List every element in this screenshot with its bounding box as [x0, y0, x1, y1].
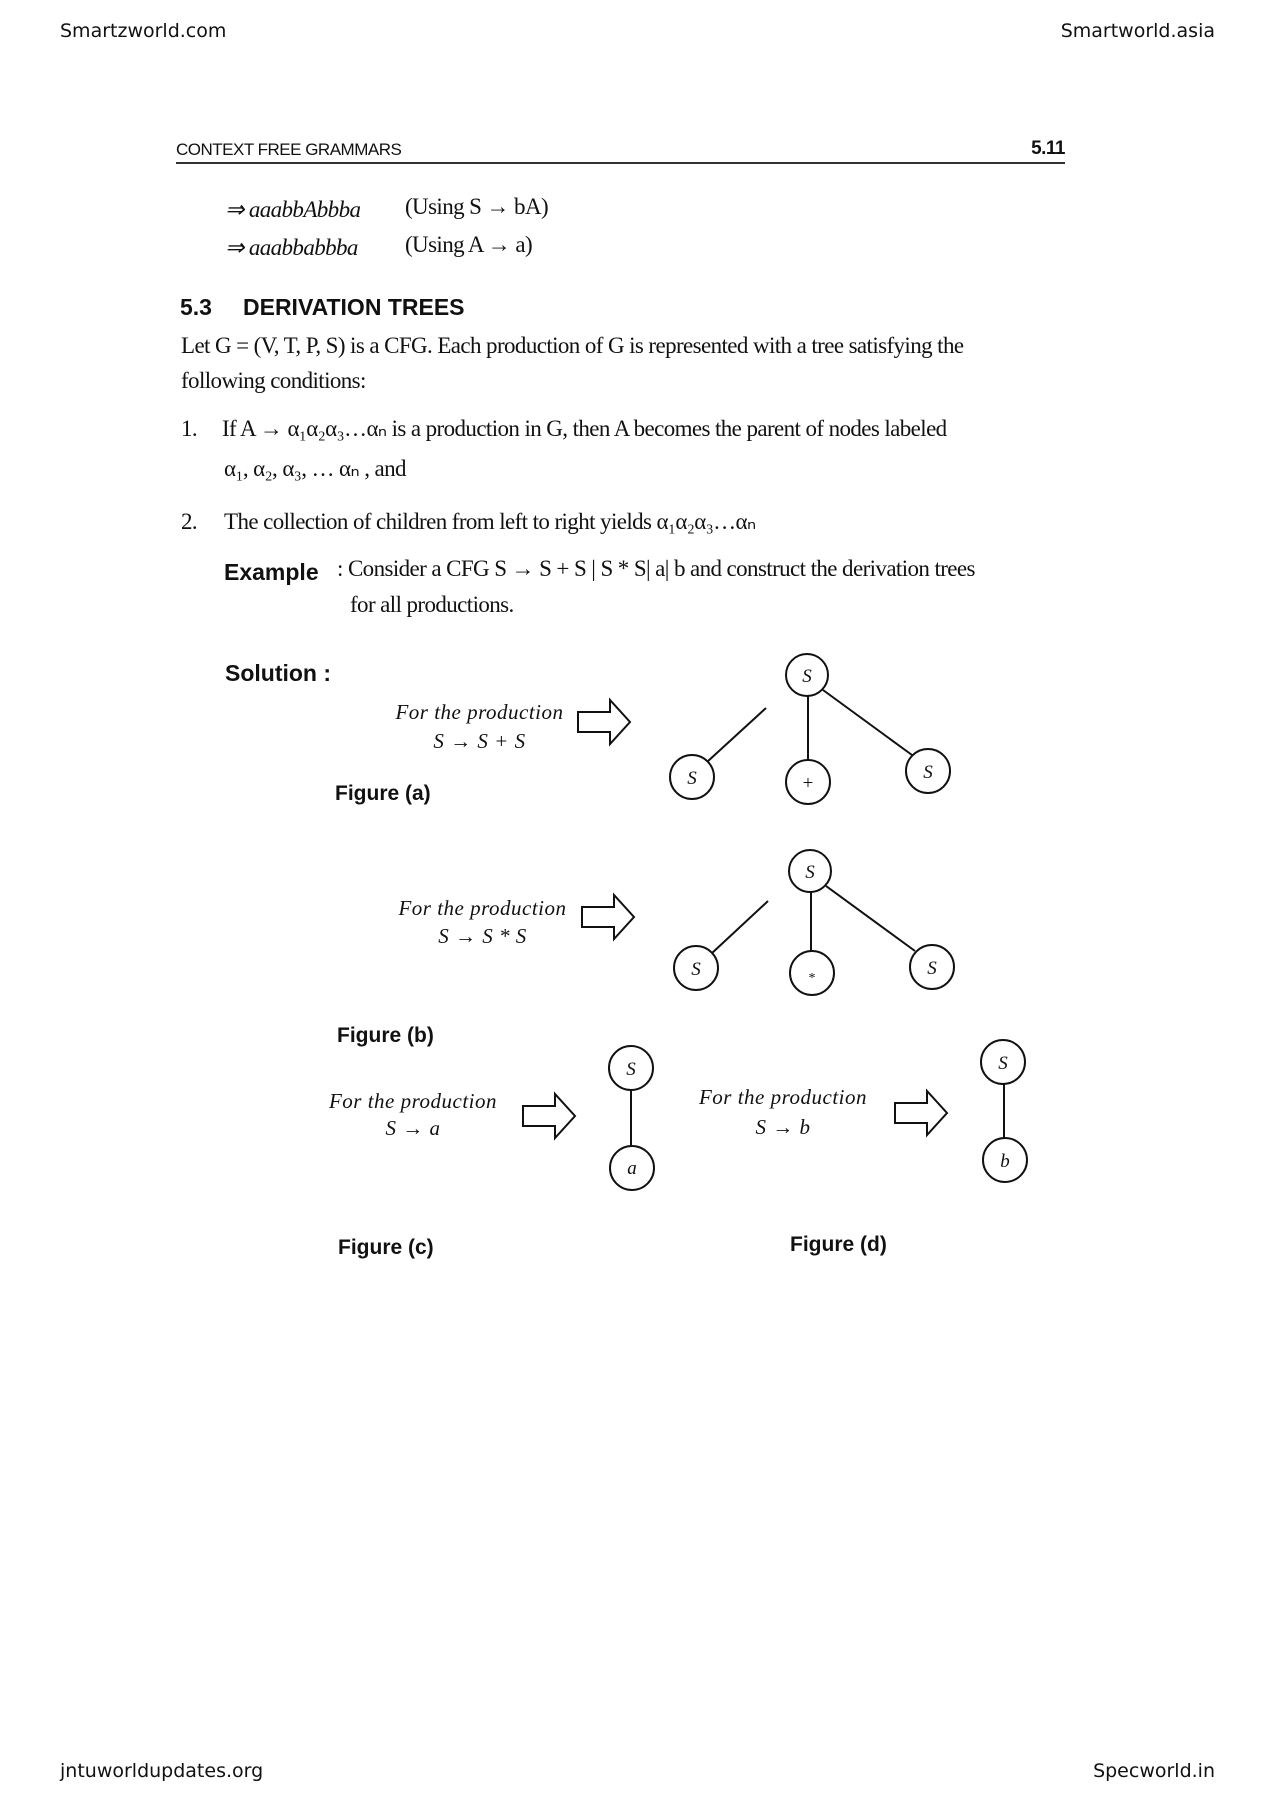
tree-edge: [823, 690, 912, 755]
node-label: S: [998, 1053, 1008, 1074]
node-label: S: [691, 959, 701, 980]
example-text: : Consider a CFG S → S + S | S * S| a| b and construct the derivation trees: [337, 556, 975, 581]
watermark-bottom-left: jntuworldupdates.org: [60, 1760, 264, 1782]
watermark-bottom-right: Specworld.in: [1093, 1760, 1215, 1782]
node-label: *: [808, 971, 816, 986]
node-label: S: [927, 958, 937, 979]
section-number: 5.3: [180, 294, 212, 320]
intro-line-2: following conditions:: [181, 368, 366, 393]
tree-edge: [826, 886, 915, 951]
node-label: S: [687, 768, 697, 789]
example-text-2: for all productions.: [350, 592, 514, 617]
figure-c-production-label: For the production: [328, 1089, 498, 1113]
condition-1-line-1: If A → α₁α₂α₃…αₙ is a production in G, then A becomes the parent of nodes labeled: [222, 416, 947, 441]
arrow-icon: [578, 700, 630, 744]
node-label: a: [627, 1158, 637, 1179]
figure-d-caption: Figure (d): [790, 1233, 887, 1256]
figure-a-rule: S → S + S: [433, 729, 526, 753]
node-label: +: [802, 773, 814, 794]
tree-edge: [711, 901, 768, 954]
watermark-top-right: Smartworld.asia: [1060, 20, 1215, 42]
figure-b-production-label: For the production: [398, 896, 567, 920]
derivation-rule-2: (Using A → a): [405, 232, 532, 257]
arrow-icon: [582, 895, 634, 939]
node-label: S: [805, 862, 815, 883]
example-label: Example: [224, 559, 319, 585]
figure-a-production-label: For the production: [395, 700, 564, 724]
section-title: DERIVATION TREES: [243, 294, 465, 320]
derivation-rule-1: (Using S → bA): [405, 194, 549, 219]
figure-b-caption: Figure (b): [337, 1024, 434, 1047]
chapter-header: CONTEXT FREE GRAMMARS: [176, 140, 402, 159]
node-label: S: [626, 1059, 636, 1080]
condition-1-number: 1.: [181, 416, 198, 441]
arrow-icon: [523, 1094, 575, 1138]
figure-b-rule: S → S * S: [438, 924, 527, 948]
derivation-step-2: ⇒ aaabbabbba: [225, 235, 358, 260]
tree-edge: [707, 708, 766, 762]
arrow-icon: [895, 1091, 947, 1135]
figure-a-caption: Figure (a): [335, 782, 431, 805]
intro-line-1: Let G = (V, T, P, S) is a CFG. Each production of G is represented with a tree satisfying the: [181, 333, 964, 358]
derivation-step-1: ⇒ aaabbAbbba: [225, 197, 361, 222]
figure-d-production-label: For the production: [698, 1085, 868, 1109]
solution-label: Solution :: [225, 660, 332, 686]
condition-2-line-1: The collection of children from left to right yields α₁α₂α₃…αₙ: [224, 509, 756, 534]
figure-d-rule: S → b: [755, 1115, 811, 1139]
condition-1-line-2: α₁, α₂, α₃, … αₙ , and: [224, 456, 406, 481]
page-number: 5.11: [1031, 138, 1065, 159]
figure-c-caption: Figure (c): [338, 1236, 434, 1259]
node-label: b: [1000, 1151, 1010, 1172]
condition-2-number: 2.: [181, 509, 198, 534]
node-label: S: [923, 762, 933, 783]
watermark-top-left: Smartzworld.com: [60, 20, 227, 42]
figure-c-rule: S → a: [385, 1116, 441, 1140]
node-label: S: [802, 666, 812, 687]
